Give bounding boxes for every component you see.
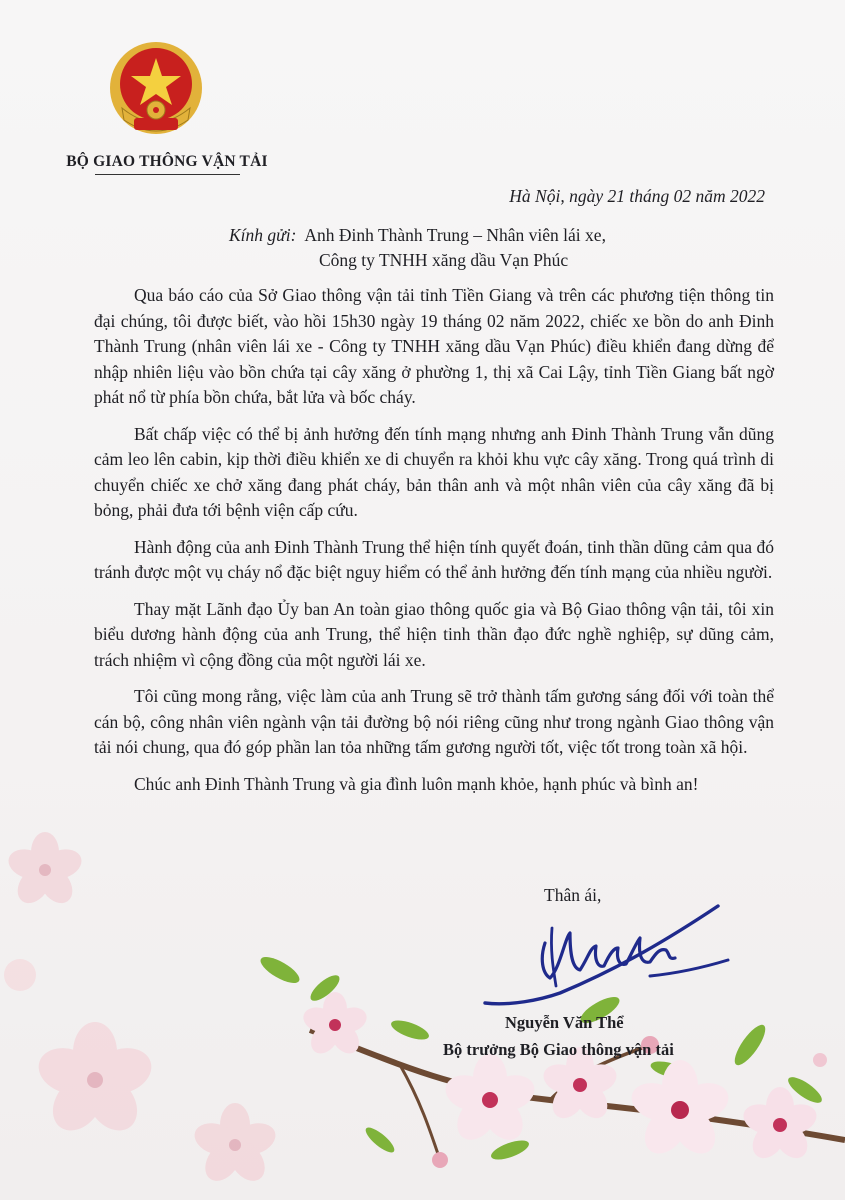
ministry-name: BỘ GIAO THÔNG VẬN TẢI (66, 153, 268, 170)
national-emblem-icon (100, 38, 212, 148)
recipient-line-1: Anh Đinh Thành Trung – Nhân viên lái xe, (304, 225, 606, 245)
recipient-line-2: Công ty TNHH xăng dầu Vạn Phúc (319, 250, 569, 270)
paragraph-5: Tôi cũng mong rằng, việc làm của anh Trung sẽ trở thành tấm gương sáng đối với toàn thể cán bộ, công nhân viên ngành vận tải đường bộ nói riêng cũng như trong ngành Giao thông vận tải nói chung, qua đó góp phần lan tỏa những tấm gương người tốt, việc tốt trong toàn xã hội. (94, 686, 774, 757)
paragraph-6: Chúc anh Đinh Thành Trung và gia đình luôn mạnh khỏe, hạnh phúc và bình an! (134, 773, 699, 794)
paragraph-3: Hành động của anh Đinh Thành Trung thể hiện tính quyết đoán, tinh thần dũng cảm qua đó tránh được một vụ cháy nổ đặc biệt nguy hiểm có thể ảnh hưởng đến tính mạng của nhiều người. (94, 536, 774, 582)
letter-body (94, 283, 774, 808)
paragraph-2: Bất chấp việc có thể bị ảnh hưởng đến tính mạng nhưng anh Đinh Thành Trung vẫn dũng cảm leo lên cabin, kịp thời điều khiển xe di chuyển ra khỏi khu vực cây xăng. Trong quá trình di chuyển chiếc xe chở xăng đang phát cháy, bản thân anh và một nhân viên của cây xăng đã bị bỏng, phải đưa tới bệnh viện cấp cứu. (94, 423, 774, 520)
date-line: Hà Nội, ngày 21 tháng 02 năm 2022 (509, 186, 765, 206)
paragraph-4: Thay mặt Lãnh đạo Ủy ban An toàn giao thông quốc gia và Bộ Giao thông vận tải, tôi xin biểu dương hành động của anh Trung, thể hiện tinh thần đạo đức nghề nghiệp, sự dũng cảm, trách nhiệm vì cộng đồng của một người lái xe. (94, 598, 774, 670)
signer-name: Nguyễn Văn Thể (505, 1013, 624, 1032)
closing-salutation: Thân ái, (544, 885, 602, 905)
paragraph-1: Qua báo cáo của Sở Giao thông vận tải tỉnh Tiền Giang và trên các phương tiện thông tin đại chúng, tôi được biết, vào hồi 15h30 ngày 19 tháng 02 năm 2022, chiếc xe bồn do anh Đinh Thành Trung (nhân viên lái xe - Công ty TNHH xăng dầu Vạn Phúc) điều khiển đang dừng để nhập nhiên liệu vào bồn chứa tại cây xăng ở phường 1, thị xã Cai Lậy, tỉnh Tiền Giang bất ngờ phát nổ từ phía bồn chứa, bắt lửa và bốc cháy. (94, 285, 774, 407)
ministry-underline (95, 174, 240, 175)
recipient-label: Kính gửi: (229, 225, 297, 245)
signer-title: Bộ trưởng Bộ Giao thông vận tải (443, 1040, 674, 1059)
handwritten-signature (470, 898, 735, 1008)
recipient-block (229, 223, 606, 273)
